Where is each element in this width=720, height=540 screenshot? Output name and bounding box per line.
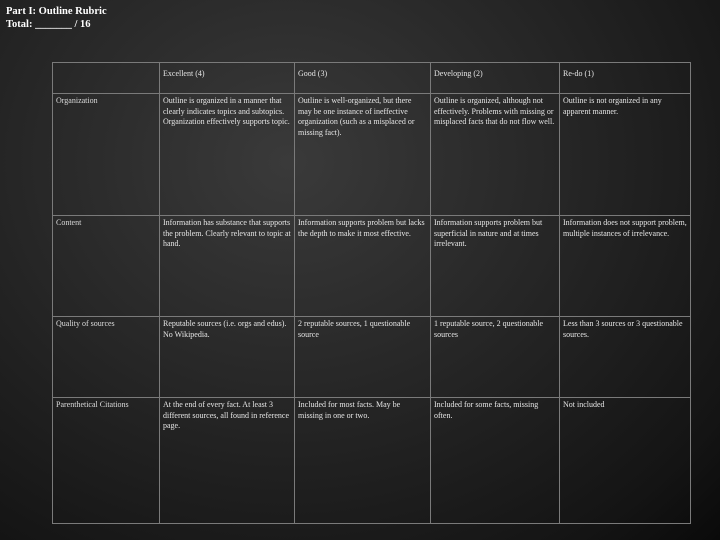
rubric-cell: Reputable sources (i.e. orgs and edus). No Wikipedia. — [160, 317, 295, 398]
rubric-cell: 2 reputable sources, 1 questionable source — [295, 317, 431, 398]
header-cell-redo: Re-do (1) — [560, 63, 691, 94]
header-cell-good: Good (3) — [295, 63, 431, 94]
total-score-line: Total: _______ / 16 — [6, 19, 91, 30]
header-row — [53, 63, 691, 94]
table-row — [53, 317, 691, 398]
rubric-cell: Information has substance that supports the problem. Clearly relevant to topic at hand. — [160, 216, 295, 317]
criterion-label: Parenthetical Citations — [53, 398, 160, 524]
rubric-cell: Information supports problem but lacks the depth to make it most effective. — [295, 216, 431, 317]
rubric-cell: Outline is not organized in any apparent manner. — [560, 94, 691, 216]
rubric-cell: Outline is well-organized, but there may be one instance of ineffective organization (such as a misplaced or missing fact). — [295, 94, 431, 216]
rubric-cell: Information supports problem but superficial in nature and at times irrelevant. — [431, 216, 560, 317]
header-cell-developing: Developing (2) — [431, 63, 560, 94]
rubric-table — [52, 62, 691, 524]
rubric-cell: Information does not support problem, multiple instances of irrelevance. — [560, 216, 691, 317]
slide-title — [6, 5, 107, 31]
table-row — [53, 398, 691, 524]
rubric-cell: Included for most facts. May be missing in one or two. — [295, 398, 431, 524]
criterion-label: Quality of sources — [53, 317, 160, 398]
rubric-cell: Included for some facts, missing often. — [431, 398, 560, 524]
criterion-label: Organization — [53, 94, 160, 216]
header-cell-excellent: Excellent (4) — [160, 63, 295, 94]
rubric-title: Part I: Outline Rubric — [6, 6, 107, 17]
header-cell-empty — [53, 63, 160, 94]
rubric-cell: Not included — [560, 398, 691, 524]
rubric-cell: 1 reputable source, 2 questionable sources — [431, 317, 560, 398]
criterion-label: Content — [53, 216, 160, 317]
table-row — [53, 94, 691, 216]
rubric-cell: Outline is organized, although not effectively. Problems with missing or misplaced facts that do not flow well. — [431, 94, 560, 216]
rubric-cell: At the end of every fact. At least 3 different sources, all found in reference page. — [160, 398, 295, 524]
rubric-cell: Outline is organized in a manner that clearly indicates topics and subtopics. Organization effectively supports topic. — [160, 94, 295, 216]
table-row — [53, 216, 691, 317]
rubric-cell: Less than 3 sources or 3 questionable sources. — [560, 317, 691, 398]
